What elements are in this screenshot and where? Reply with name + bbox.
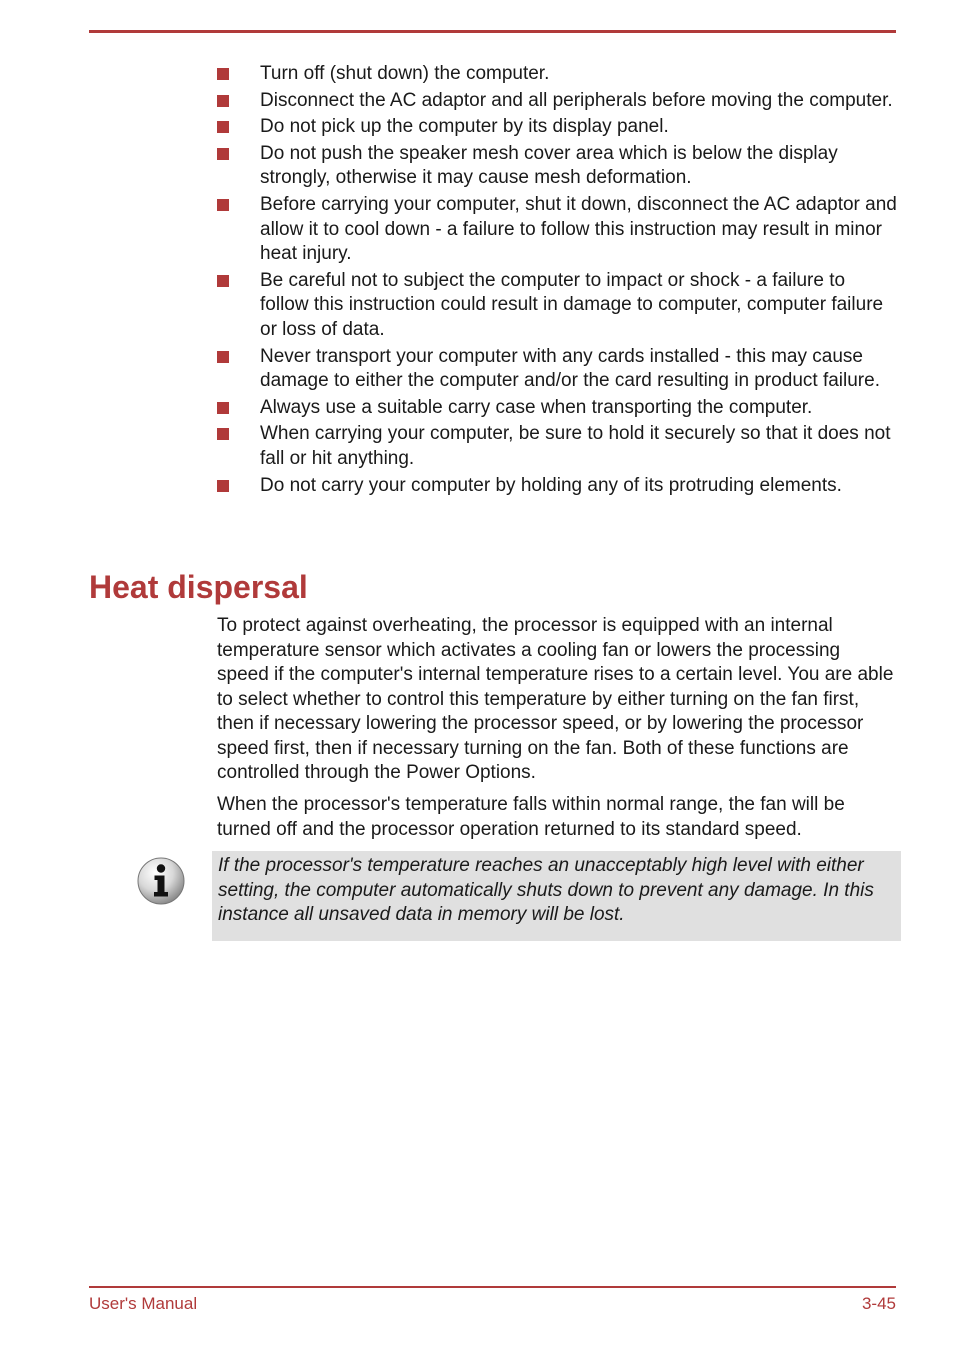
list-item-text: Turn off (shut down) the computer. [260,63,550,84]
note-box [212,851,901,941]
list-item [217,115,897,140]
list-item [217,62,897,87]
bullet-icon [217,351,229,363]
precautions-list [217,62,897,500]
bullet-icon [217,95,229,107]
header-rule [89,30,896,33]
body-paragraph: When the processor's temperature falls within normal range, the fan will be turned off and the processor operation returned to its standard speed. [217,794,845,840]
body-paragraph: To protect against overheating, the processor is equipped with an internal temperature sensor which activates a cooling fan or lowers the processing speed if the computer's internal temperature rises to a certain level. You are able to select whether to control this temperature by either turning on the fan first, then if necessary lowering the processor speed, or by lowering the processor speed first, then if necessary turning on the fan. Both of these functions are controlled through the Power Options. [217,615,894,783]
list-item [217,474,897,499]
list-item-text: Always use a suitable carry case when transporting the computer. [260,396,813,418]
list-item [217,396,897,421]
bullet-icon [217,480,229,492]
list-item-text: Do not carry your computer by holding any of its protruding elements. [260,474,842,496]
list-item [217,193,897,267]
list-item [217,422,897,471]
page-number: 3-45 [861,1294,896,1313]
list-item-text: Be careful not to subject the computer to impact or shock - a failure to follow this instruction could result in damage to computer, computer failure or loss of data. [260,269,884,340]
list-item-text: When carrying your computer, be sure to hold it securely so that it does not fall or hit anything. [260,423,891,469]
footer-rule [89,1286,896,1288]
bullet-icon [217,275,229,287]
list-item [217,89,897,114]
list-item-text: Never transport your computer with any cards installed - this may cause damage to either the computer and/or the card resulting in product failure. [260,345,880,392]
list-item-text: Do not push the speaker mesh cover area which is below the display strongly, otherwise it may cause mesh deformation. [260,142,838,189]
list-item-text: Disconnect the AC adaptor and all peripherals before moving the computer. [260,89,893,111]
list-item-text: Do not pick up the computer by its display panel. [260,116,669,138]
bullet-icon [217,121,229,133]
info-icon [136,856,186,906]
list-item [217,345,897,394]
bullet-icon [217,428,229,440]
list-item [217,142,897,191]
footer-title: User's Manual [89,1294,198,1313]
bullet-icon [217,68,229,80]
note-text: If the processor's temperature reaches an unacceptably high level with either setting, the computer automatically shuts down to prevent any damage. In this instance all unsaved data in memory will be lost. [218,855,874,925]
list-item-text: Before carrying your computer, shut it down, disconnect the AC adaptor and allow it to cool down - a failure to follow this instruction may result in minor heat injury. [260,193,897,265]
list-item [217,269,897,343]
bullet-icon [217,402,229,414]
bullet-icon [217,199,229,211]
bullet-icon [217,148,229,160]
section-heading: Heat dispersal [89,569,308,605]
